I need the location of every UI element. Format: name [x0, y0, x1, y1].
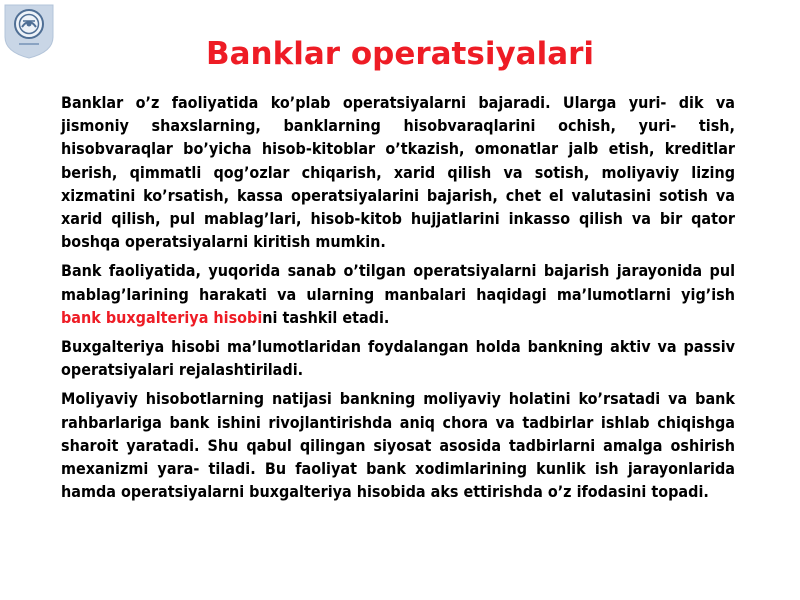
paragraph-accounting-definition — [61, 259, 735, 329]
paragraph-text-before: Bank faoliyatida, yuqorida sanab o’tilgan operatsiyalarni bajarish jarayonida pul mablag’larining harakati va ularning manbalari haqidagi ma’lumotlarni yig’ish — [61, 261, 735, 304]
slide-title: Banklar operatsiyalari — [205, 36, 595, 72]
paragraph-financial-reports: Moliyaviy hisobotlarning natijasi bankning moliyaviy holatini ko’rsatadi va bank rahbarlariga bank ishini rivojlantirishda aniq chora va tadbirlar ishlab chiqishga sharoit yaratadi. Shu qabul qilingan siyosat asosida tadbirlarni amalga oshirish mexanizmi yara- tiladi. Bu faoliyat bank xodimlarining kunlik ish jarayonlarida hamda operatsiyalarni buxgalteriya hisobida aks ettirishda o’z ifodasini topadi. — [61, 389, 735, 502]
paragraph-text-after: ni tashkil etadi. — [262, 307, 390, 327]
highlighted-term: bank buxgalteriya hisobi — [61, 307, 263, 327]
paragraph-planning: Buxgalteriya hisobi ma’lumotlaridan foydalangan holda bankning aktiv va passiv operatsiyalari rejalashtiriladi. — [61, 337, 735, 380]
paragraph-bank-operations: Banklar o’z faoliyatida ko’plab operatsiyalarni bajaradi. Ularga yuri- dik va jismoniy shaxslarning, banklarning hisobvaraqlarini ochish, yuri- tish, hisobvaraqlar bo’yicha hisob-kitoblar o’tkazish, omonatlar jalb etish, kreditlar berish, qimmatli qog’ozlar chiqarish, xarid qilish va sotish, moliyaviy lizing xizmatini ko’rsatish, kassa operatsiyalarini bajarish, chet el valutasini sotish va xarid qilish, pul mablag’lari, hisob-kitob hujjatlarini inkasso qilish va bir qator boshqa operatsiyalarni kiritish mumkin. — [61, 93, 735, 252]
slide-body — [61, 91, 735, 509]
